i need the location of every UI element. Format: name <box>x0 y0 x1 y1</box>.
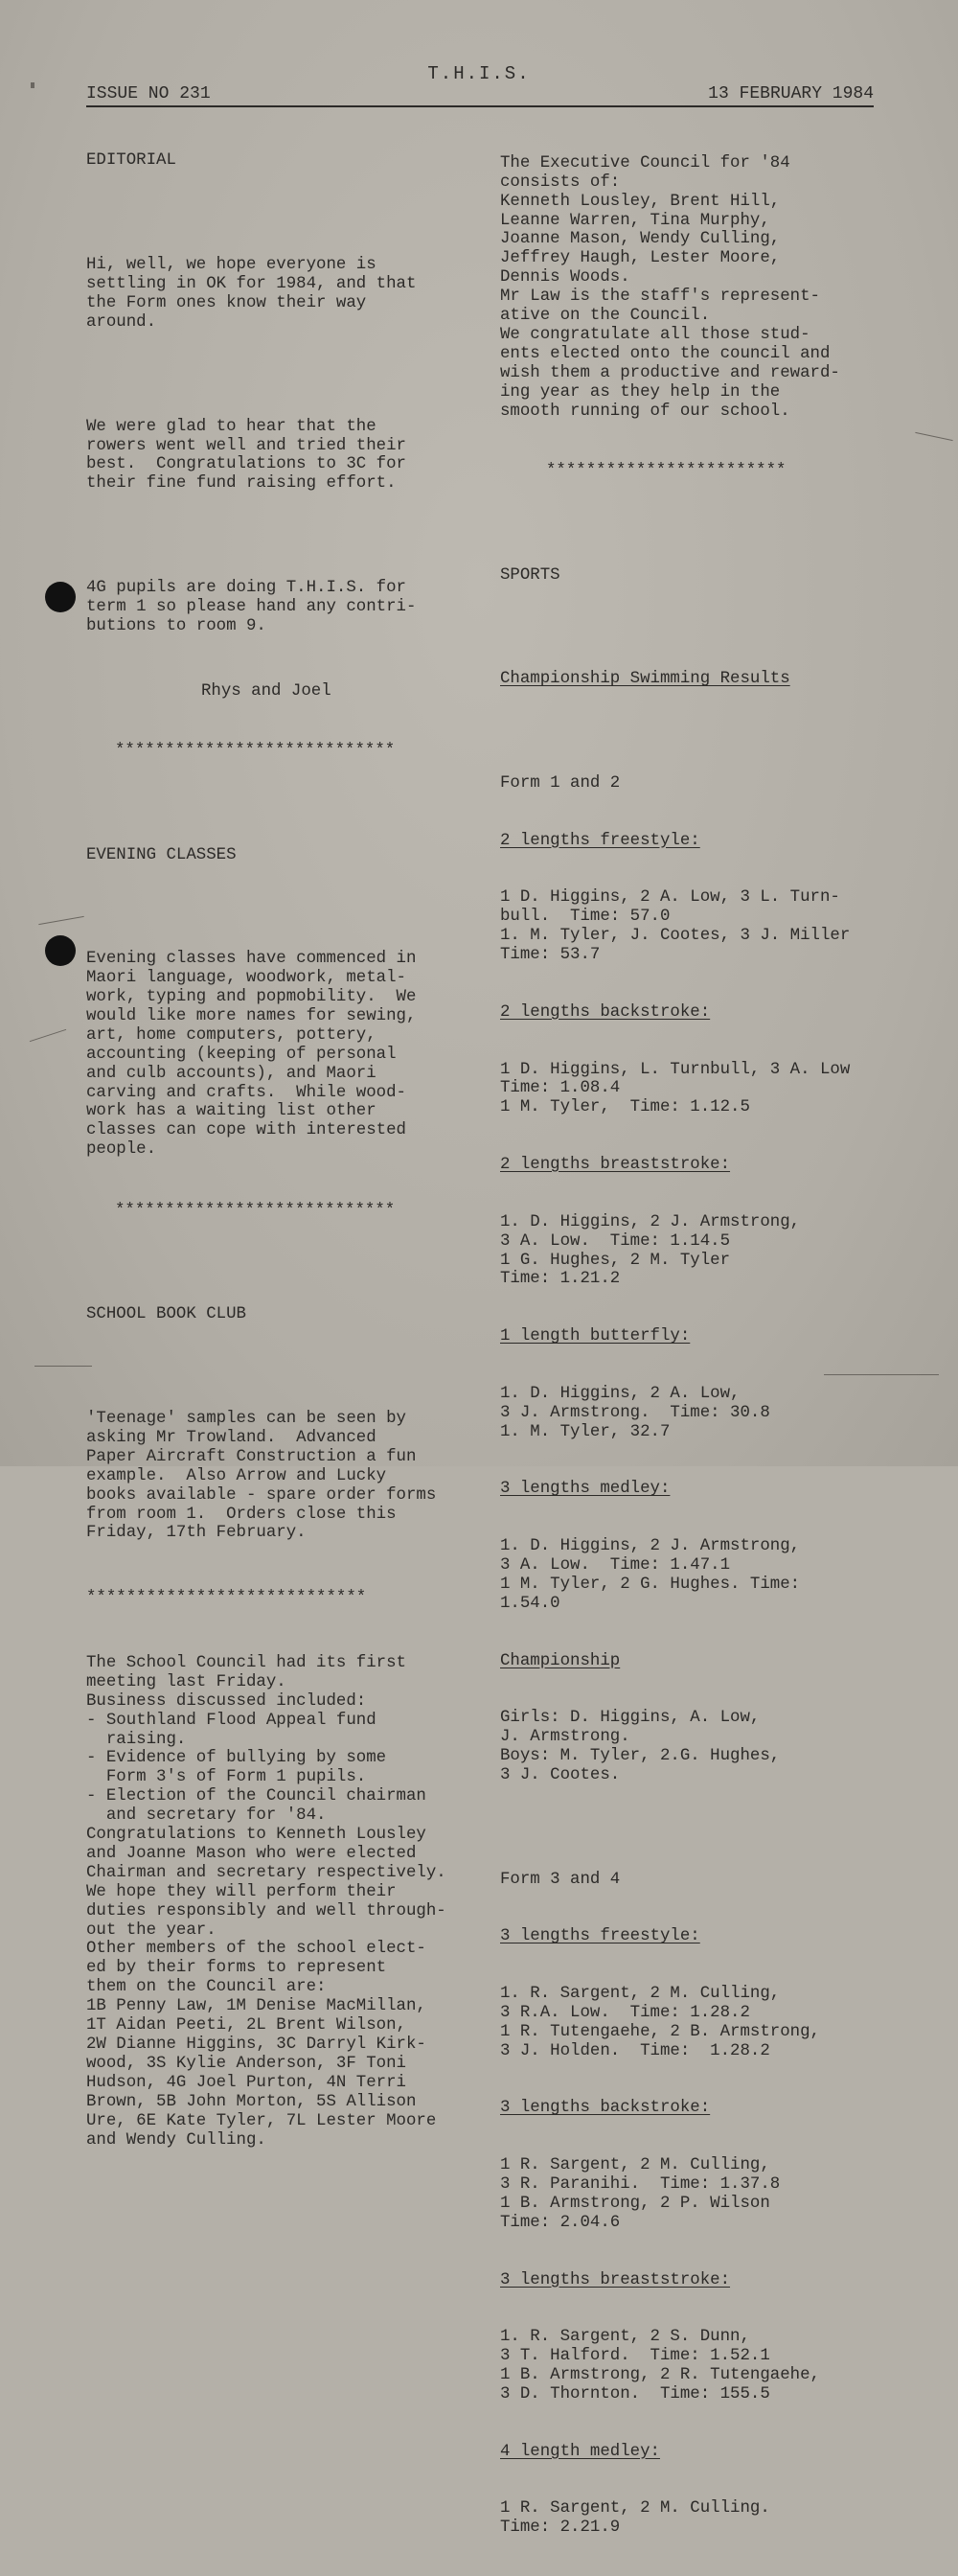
event-results: 1. R. Sargent, 2 S. Dunn, 3 T. Halford. Time: 1.52.1 1 B. Armstrong, 2 R. Tutengaehe, 3 D. Thornton. Time: 155.5 <box>500 2328 820 2404</box>
event-heading: 3 lengths freestyle: <box>500 1927 700 1946</box>
form-group-label: Form 1 and 2 <box>500 773 621 793</box>
editorial-heading: EDITORIAL <box>86 150 176 170</box>
event-heading: Championship <box>500 1651 621 1670</box>
right-column <box>500 113 912 2576</box>
event-results: 1 R. Sargent, 2 M. Culling, 3 R. Paranihi. Time: 1.37.8 1 B. Armstrong, 2 P. Wilson Time: 2.04.6 <box>500 2156 781 2232</box>
left-column <box>86 113 489 2188</box>
pencil-stroke <box>30 1029 66 1042</box>
executive-council-body: The Executive Council for '84 consists of: Kenneth Lousley, Brent Hill, Leanne Warren, Tina Murphy, Joanne Mason, Wendy Culling, Jeffrey Haugh, Lester Moore, Dennis Woods. Mr Law is the staff's represent- ative on the Council. We congratulate all those stud- ents elected onto the council and wish them a productive and reward- ing year as they help in the smooth running of our school. <box>500 153 840 421</box>
school-council-body: The School Council had its first meeting last Friday. Business discussed included: - Southland Flood Appeal fund raising. - Evidence of bullying by some Form 3's of Form 1 pupils. - Election of the Council chairman and secretary for '84. Congratulations to Kenneth Lousley and Joanne Mason who were elected Chairman and secretary respectively. We hope they will perform their duties responsibly and well through- out the year. Other members of the school elect- ed by their forms to represent them on the Council are: 1B Penny Law, 1M Denise MacMillan, 1T Aidan Peeti, 2L Brent Wilson, 2W Dianne Higgins, 3C Darryl Kirk- wood, 3S Kylie Anderson, 3F Toni Hudson, 4G Joel Purton, 4N Terri Brown, 5B John Morton, 5S Allison Ure, 6E Kate Tyler, 7L Lester Moore and Wendy Culling. <box>86 1653 446 2150</box>
event-results: 1. D. Higgins, 2 J. Armstrong, 3 A. Low. Time: 1.47.1 1 M. Tyler, 2 G. Hughes. Time: 1.54.0 <box>500 1537 801 1613</box>
event-results: 1. D. Higgins, 2 A. Low, 3 J. Armstrong. Time: 30.8 1. M. Tyler, 32.7 <box>500 1384 770 1441</box>
event-heading: 2 lengths backstroke: <box>500 1002 711 1022</box>
issue-number: ISSUE NO 231 <box>86 84 211 104</box>
issue-line <box>86 84 874 107</box>
pencil-stroke <box>915 432 952 441</box>
event-results: 1 D. Higgins, L. Turnbull, 3 A. Low Time: 1.08.4 1 M. Tyler, Time: 1.12.5 <box>500 1060 851 1117</box>
evening-classes-body: Evening classes have commenced in Maori language, woodwork, metal- work, typing and popmobility. We would like more names for sewing, art, home computers, pottery, accounting (keeping of personal and culb accounts), and Maori carving and crafts. While wood- work has a waiting list other classes can cope with interested people. <box>86 950 417 1160</box>
form-group-label: Form 3 and 4 <box>500 1870 621 1889</box>
sports-heading: SPORTS <box>500 565 560 585</box>
event-results: 1 D. Higgins, 2 A. Low, 3 L. Turn- bull. Time: 57.0 1. M. Tyler, J. Cootes, 3 J. Miller Time: 53.7 <box>500 888 851 965</box>
event-heading: 4 length medley: <box>500 2442 660 2461</box>
event-heading: 2 lengths freestyle: <box>500 831 700 850</box>
event-heading: 3 lengths backstroke: <box>500 2099 711 2118</box>
event-results: 1 R. Sargent, 2 M. Culling. Time: 2.21.9 <box>500 2499 770 2538</box>
divider: **************************** <box>115 1201 396 1220</box>
swimming-results-heading: Championship Swimming Results <box>500 670 790 689</box>
punch-hole <box>45 935 76 966</box>
event-results: 1. D. Higgins, 2 J. Armstrong, 3 A. Low. Time: 1.14.5 1 G. Hughes, 2 M. Tyler Time: 1.21.2 <box>500 1212 801 1289</box>
pencil-stroke <box>34 1366 92 1367</box>
book-club-body: 'Teenage' samples can be seen by asking Mr Trowland. Advanced Paper Aircraft Construction a fun example. Also Arrow and Lucky books available - spare order forms from room 1. Orders close this Friday, 17th February. <box>86 1410 437 1543</box>
evening-classes-heading: EVENING CLASSES <box>86 845 237 864</box>
pencil-stroke <box>38 916 83 925</box>
event-heading: 3 lengths medley: <box>500 1480 671 1499</box>
event-heading: 3 lengths breaststroke: <box>500 2270 731 2289</box>
issue-date: 13 FEBRUARY 1984 <box>708 84 874 104</box>
editorial-paragraph: We were glad to hear that the rowers went well and tried their best. Congratulations to 3C for their fine fund raising effort. <box>86 417 406 494</box>
event-heading: 2 lengths breaststroke: <box>500 1156 731 1175</box>
divider: ************************ <box>546 462 787 481</box>
editorial-paragraph: 4G pupils are doing T.H.I.S. for term 1 so please hand any contri- butions to room 9. <box>86 578 417 635</box>
event-results: Girls: D. Higgins, A. Low, J. Armstrong. Boys: M. Tyler, 2.G. Hughes, 3 J. Cootes. <box>500 1709 781 1785</box>
editorial-paragraph: Hi, well, we hope everyone is settling in OK for 1984, and that the Form ones know their way around. <box>86 256 417 333</box>
divider: **************************** <box>115 742 396 761</box>
event-heading: 1 length butterfly: <box>500 1327 691 1346</box>
divider: **************************** <box>86 1589 367 1608</box>
masthead: T.H.I.S. <box>427 63 531 84</box>
punch-hole <box>45 582 76 612</box>
editorial-signoff: Rhys and Joel <box>201 682 331 702</box>
event-results: 1. R. Sargent, 2 M. Culling, 3 R.A. Low. Time: 1.28.2 1 R. Tutengaehe, 2 B. Armstrong, 3 J. Holden. Time: 1.28.2 <box>500 1985 820 2060</box>
book-club-heading: SCHOOL BOOK CLUB <box>86 1305 246 1324</box>
